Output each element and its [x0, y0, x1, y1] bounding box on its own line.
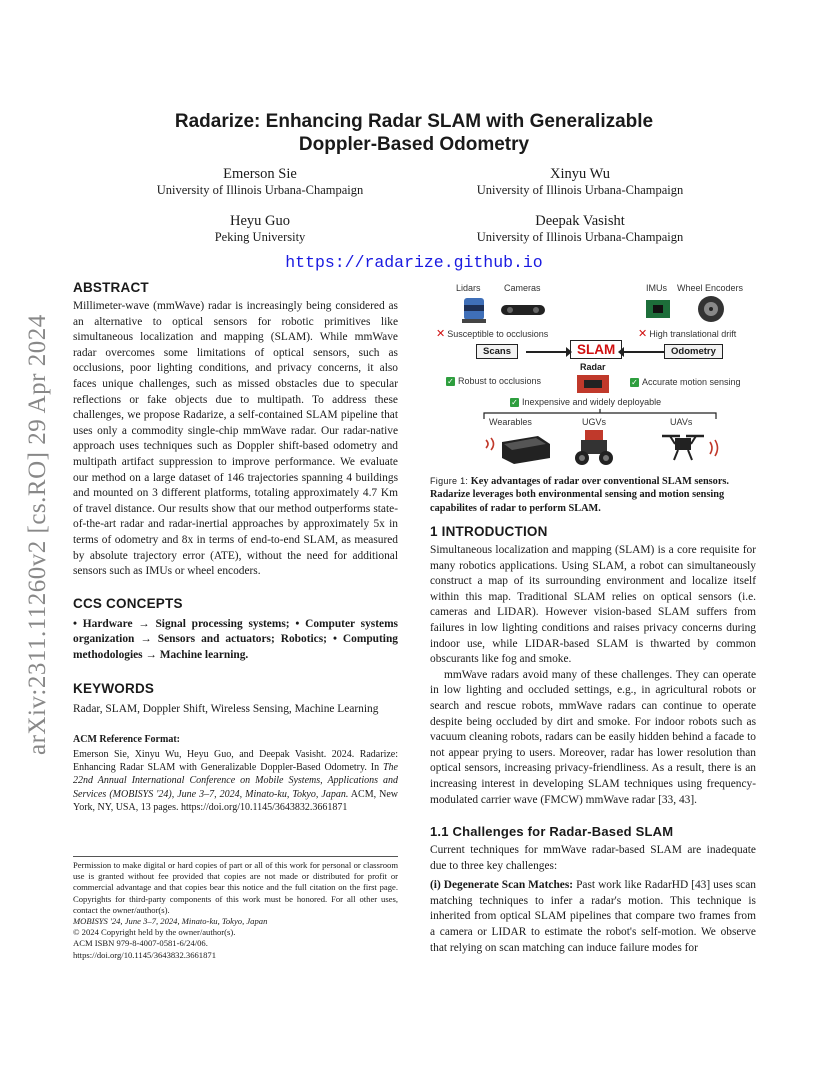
challenges-paragraph-1: Current techniques for mmWave radar-based SLAM are inadequate due to three key challenges:: [430, 844, 756, 872]
title-line-1: Radarize: Enhancing Radar SLAM with Generalizable: [174, 111, 654, 132]
slam-box: SLAM: [570, 340, 622, 359]
author-block-4: [430, 213, 730, 245]
lidar-icon: [460, 296, 488, 324]
paper-title: [120, 110, 708, 156]
scans-arrow: [526, 346, 572, 358]
uavs-label: UAVs: [670, 417, 693, 427]
wheel-encoder-icon: [696, 294, 726, 324]
wheel-encoders-label: Wheel Encoders: [677, 283, 744, 293]
odometry-arrow: [618, 346, 664, 358]
ugv-robot-icon: [572, 426, 616, 468]
cameras-label: Cameras: [504, 283, 541, 293]
left-column: [73, 280, 398, 814]
challenges-heading: 1.1 Challenges for Radar-Based SLAM: [430, 824, 674, 840]
acm-ref-text: Emerson Sie, Xinyu Wu, Heyu Guo, and Deepak Vasisht. 2024. Radarize: Enhancing Radar SLAM with Generalizable Doppler-Based Odometry. In The 22nd Annual International Conference on Mobile Systems, Applications and Services (MOBISYS '24), June 3–7, 2024, Minato-ku, Tokyo, Japan. ACM, New York, NY, USA, 13 pages. https://doi.org/10.1145/3643832.3661871: [73, 749, 398, 813]
accurate-benefit: ✓ Accurate motion sensing: [631, 377, 741, 388]
intro-paragraph-2: mmWave radars avoid many of these challenges. They can operate in low lighting and occluded settings, e.g., in agricultural robots or search and rescue robots, mmWave radars can continue to operate despite being occluded by dirt and smoke. For indoor robots such as vacuum cleaning robots, radars can be easily hidden behind a facade to not appear prying to users. Moreover, radar has lower resolution than optical sensors, increasing privacy-friendliness. As a result, there is an increasing interest in developing SLAM techniques using frequency-modulated carrier wave (FMCW) mmWave radar [33, 43].: [430, 668, 756, 806]
footnote: [73, 860, 398, 961]
imu-icon: [644, 296, 672, 322]
intro-heading: 1 INTRODUCTION: [430, 524, 548, 539]
ccs-heading: CCS CONCEPTS: [73, 595, 183, 611]
ugvs-label: UGVs: [582, 417, 607, 427]
title-line-2: Doppler-Based Odometry: [298, 134, 530, 155]
radar-label: Radar: [580, 362, 606, 372]
acm-ref-heading: ACM Reference Format:: [73, 734, 180, 746]
author-affiliation: University of Illinois Urbana-Champaign: [156, 183, 364, 197]
odometry-box: Odometry: [664, 344, 723, 359]
scans-box: Scans: [476, 344, 518, 359]
occlusion-issue: ✕ Susceptible to occlusions: [436, 328, 549, 340]
drone-icon: [658, 430, 724, 466]
footnote-permission: Permission to make digital or hard copies of part or all of this work for personal or classroom use is granted without fee provided that copies are not made or distributed for profit or commercial advantage and that copies bear this notice and the full citation on the first page. Copyrights for third-party components of this work must be honored. For all other uses, contact the owner/author(s).: [73, 860, 398, 915]
author-block-1: [110, 166, 410, 198]
cheap-benefit: ✓ Inexpensive and widely deployable: [511, 397, 662, 408]
author-block-3: [110, 213, 410, 245]
abstract-heading: ABSTRACT: [73, 280, 149, 295]
author-affiliation: Peking University: [214, 230, 306, 244]
arxiv-stamp: arXiv:2311.11260v2 [cs.RO] 29 Apr 2024: [24, 314, 51, 755]
challenges-paragraph-2: (i) Degenerate Scan Matches: Past work like RadarHD [43] uses scan matching techniques to infer a radar's motion. This technique is inherited from optical SLAM pipelines that compare two frames from a camera or LIDAR to estimate the robot's self-motion. We observe that relying on scan matching can induce failure modes for: [430, 879, 756, 954]
author-block-2: [430, 166, 730, 198]
drift-issue: ✕ High translational drift: [638, 328, 737, 340]
author-affiliation: University of Illinois Urbana-Champaign: [476, 230, 684, 244]
intro-paragraph-1: Simultaneous localization and mapping (SLAM) is a core requisite for many robotics applications. Using SLAM, a robot can simultaneously construct a map of its surrounding environment and localize itself within this map. Traditional SLAM relies on optical sensors (i.e. cameras and LIDAR). However vision-based SLAM suffers from failures in low lighting conditions and raises privacy concerns during indoor use, while LIDAR-based SLAM is thwarted by common obscurants like fog and smoke.: [430, 544, 756, 666]
headset-icon: [482, 432, 558, 468]
footnote-isbn: ACM ISBN 979-8-4007-0581-6/24/06.: [73, 938, 208, 949]
lidars-label: Lidars: [456, 283, 481, 293]
keywords-heading: KEYWORDS: [73, 681, 155, 697]
figure-1-caption: Figure 1: Key advantages of radar over conventional SLAM sensors. Radarize leverages both environmental sensing and motion sensing capabilites of radar to perform SLAM.: [430, 476, 729, 514]
author-name: Heyu Guo: [229, 213, 290, 229]
author-name: Xinyu Wu: [550, 166, 610, 182]
author-name: Deepak Vasisht: [535, 213, 625, 229]
ccs-text: • Hardware → Signal processing systems; • Computer systems organization → Sensors and actuators; Robotics; • Computing methodologies → Machine learning.: [73, 617, 398, 661]
imus-label: IMUs: [646, 283, 667, 293]
robust-benefit: ✓ Robust to occlusions: [447, 376, 542, 387]
project-url-link[interactable]: https://radarize.github.io: [285, 253, 543, 272]
footnote-divider: [73, 856, 398, 857]
right-column: [430, 524, 756, 956]
abstract-text: Millimeter-wave (mmWave) radar is increasingly being considered as an alternative to optical sensors for robotic primitives like simultaneous localization and mapping (SLAM). While mmWave radar overcomes some limitations of optical sensors, such as occlusions, poor lighting conditions, and privacy concerns, it also faces unique challenges, such as missed obstacles due to specular reflections or fake objects due to multipath. To address these challenges, we propose Radarize, a self-contained SLAM pipeline that uses only a commodity single-chip mmWave radar. Our radar-native approach uses techniques such as Doppler shift-based odometry and multipath artifact suppression to improve performance. We evaluate our method on a large dataset of 146 trajectories spanning 4 buildings and mounted on 3 different platforms, totaling approximately 4.7 Km of travel distance. Our results show that our method outperforms state-of-the-art radar and radar-inertial approaches by approximately 5x in terms of odometry and 8x in terms of end-to-end SLAM, as measured by absolute trajectory error (ATE), without the need for additional sensors such as IMUs or wheel encoders.: [73, 300, 398, 578]
footnote-venue: MOBISYS '24, June 3–7, 2024, Minato-ku, Tokyo, Japan: [73, 916, 268, 927]
footnote-doi: https://doi.org/10.1145/3643832.3661871: [73, 949, 216, 960]
author-name: Emerson Sie: [223, 166, 297, 182]
figure-1: [432, 280, 756, 470]
keywords-text: Radar, SLAM, Doppler Shift, Wireless Sensing, Machine Learning: [73, 703, 379, 716]
footnote-copyright: © 2024 Copyright held by the owner/author(s).: [73, 927, 236, 938]
author-affiliation: University of Illinois Urbana-Champaign: [476, 183, 684, 197]
camera-icon: [500, 302, 546, 318]
wearables-label: Wearables: [489, 417, 532, 427]
radar-icon: [576, 373, 610, 395]
